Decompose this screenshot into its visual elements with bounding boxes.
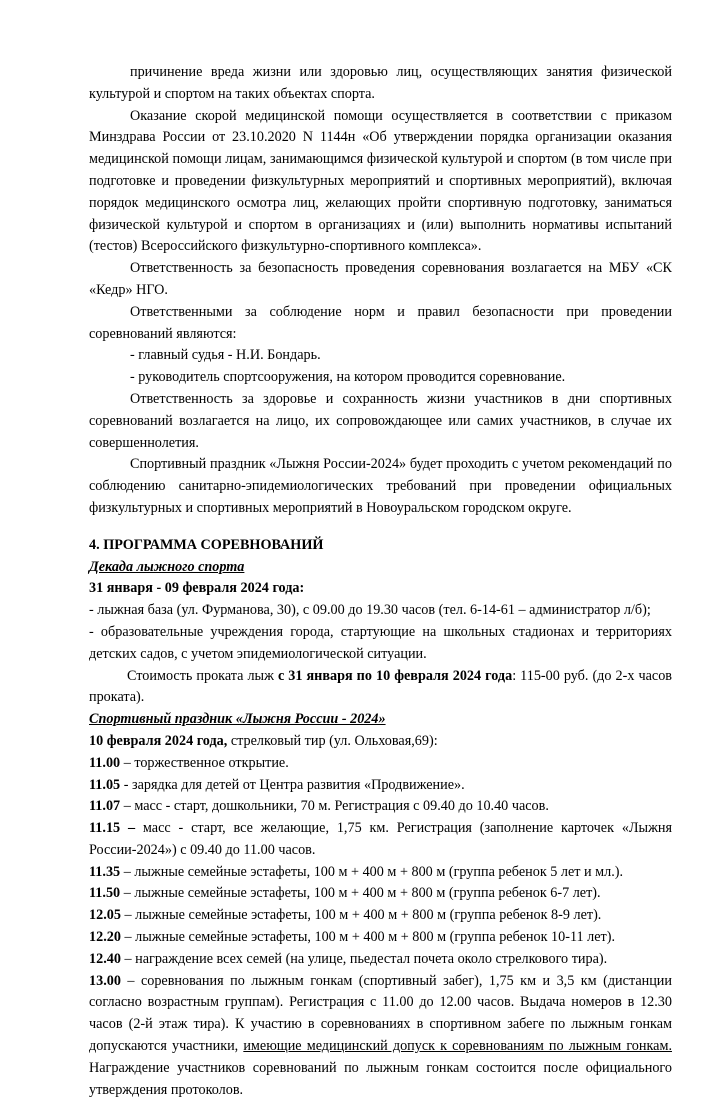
decade-line-ski-base: - лыжная база (ул. Фурманова, 30), с 09.00 до 19.30 часов (тел. 6-14-61 – администратор л/б); [89,602,651,619]
schedule-item: 11.07 – масс - старт, дошкольники, 70 м. Регистрация с 09.40 до 10.40 часов. [89,798,549,815]
schedule-item: 11.50 – лыжные семейные эстафеты, 100 м + 400 м + 800 м (группа ребенок 6-7 лет). [89,885,601,902]
rental-price: Стоимость проката лыж с 31 января по 10 февраля 2024 года: 115-00 руб. (до 2-х часов проката). [89,667,672,706]
paragraph-responsible-persons: Ответственными за соблюдение норм и правил безопасности при проведении соревнований являются: [89,303,672,342]
schedule-time: 11.35 [89,863,121,880]
schedule-time: 11.00 [89,754,121,771]
safety-section [89,62,672,1101]
schedule-item: 11.35 – лыжные семейные эстафеты, 100 м + 400 м + 800 м (группа ребенок 5 лет и мл.). [89,863,624,880]
list-item-judge: - главный судья - Н.И. Бондарь. [130,347,321,364]
section-heading: 4. ПРОГРАММА СОРЕВНОВАНИЙ [89,536,324,553]
paragraph-harm: причинение вреда жизни или здоровью лиц, осуществляющих занятия физической культурой и спортом на таких объектах спорта. [89,64,672,102]
schedule-time: 13.00 [89,972,121,989]
holiday-title: Спортивный праздник «Лыжня России - 2024» [89,711,386,728]
schedule-time: 12.05 [89,907,121,924]
schedule-time: 11.07 [89,798,121,815]
decade-title: Декада лыжного спорта [89,558,245,575]
schedule-time: 11.05 [89,776,121,793]
schedule-item: 12.40 – награждение всех семей (на улице, пьедестал почета около стрелкового тира). [89,950,608,967]
paragraph-medical-help: Оказание скорой медицинской помощи осуществляется в соответствии с приказом Минздрава России от 23.10.2020 N 1144н «Об утверждении порядка организации оказания медицинской помощи лицам, занимающимся физической культурой и спортом (в том числе при подготовке и проведении физкультурных мероприятий и спортивных мероприятий), включая порядок медицинского осмотра лиц, желающих пройти спортивную подготовку, заниматься физической культурой и спортом в организациях и (или) выполнить нормативы испытаний (тестов) Всероссийского физкультурно-спортивного комплекса». [89,107,672,255]
paragraph-responsibility: Ответственность за безопасность проведения соревнования возлагается на МБУ «СК «Кедр» НГО. [89,260,672,298]
schedule-time: 12.40 [89,950,121,967]
schedule-item: 12.20 – лыжные семейные эстафеты, 100 м + 400 м + 800 м (группа ребенок 10-11 лет). [89,929,616,946]
schedule-item: 11.15 – масс - старт, все желающие, 1,75 км. Регистрация (заполнение карточек «Лыжня России-2024») с 09.40 до 11.00 часов. [89,820,672,858]
schedule-item: 11.00 – торжественное открытие. [89,754,289,771]
schedule-item: 11.05 - зарядка для детей от Центра развития «Продвижение». [89,776,465,793]
holiday-date: 10 февраля 2024 года, стрелковый тир (ул. Ольховая,69): [89,732,438,749]
schedule-item: 12.05 – лыжные семейные эстафеты, 100 м + 400 м + 800 м (группа ребенок 8-9 лет). [89,907,602,924]
schedule-time: 11.15 – [89,820,136,837]
schedule-list [89,753,672,1101]
decade-dates: 31 января - 09 февраля 2024 года: [89,580,305,597]
paragraph-health: Ответственность за здоровье и сохранность жизни участников в дни спортивных соревнований возлагается на лицо, их сопровождающее или самих участников, в случае их совершеннолетия. [89,390,672,451]
decade-line-schools: - образовательные учреждения города, стартующие на школьных стадионах и территориях детских садов, с учетом эпидемиологической ситуации. [89,623,672,662]
schedule-time: 11.50 [89,885,121,902]
schedule-time: 12.20 [89,929,121,946]
schedule-item-race: 13.00 – соревнования по лыжным гонкам (спортивный забег), 1,75 км и 3,5 км (дистанции согласно возрастным группам). Регистрация с 11.00 до 12.00 часов. Выдача номеров в 12.30 часов (2-й этаж тира). К участию в соревнованиях в спортивном забеге по лыжным гонкам допускаются участники, имеющие медицинский допуск к соревнованиям по лыжным гонкам. Награждение участников соревнований по лыжным гонкам состоится после официального утверждения протоколов. [89,972,672,1098]
paragraph-sanitary: Спортивный праздник «Лыжня России-2024» будет проходить с учетом рекомендаций по соблюдению санитарно-эпидемиологических требований при проведении официальных физкультурных и спортивных мероприятий в Новоуральском городском округе. [89,456,672,516]
list-item-facility-head: - руководитель спортсооружения, на котором проводится соревнование. [130,369,566,386]
